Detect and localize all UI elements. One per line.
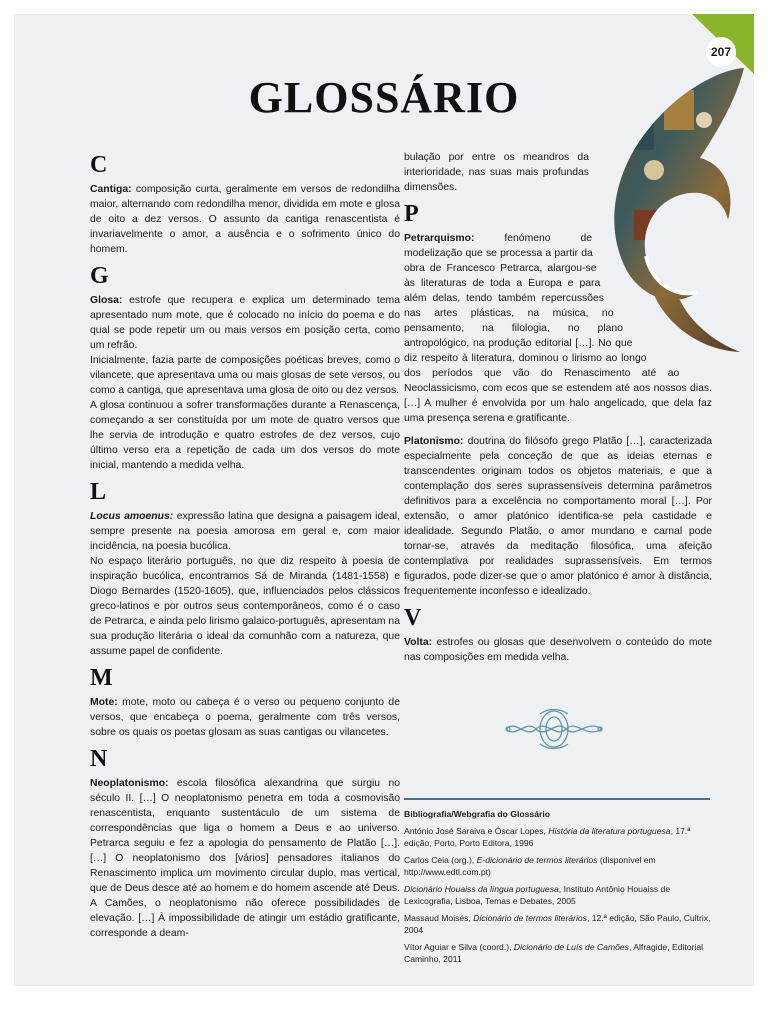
glossary-entry-volta [404,635,712,665]
section-letter-l: L [90,479,107,505]
glossary-entry-glosa [90,293,400,353]
glossary-entry-platonismo [404,434,712,599]
entry-definition: fenómeno de modelização que se processa a partir da obra de Francesco Petrarca, alargou-se às literaturas de toda a Europa e para além delas, tendo também repercussões nas artes plásticas, na música, no pensamento, na filologia, no plano antropológico, na produção editorial […]. No que diz respeito à literatura, dominou o lirismo ao longo dos períodos que vão do Renascimento até ao Neoclassicismo, com ecos que se estendem até aos nossos dias. […] A mulher é envolvida por um halo angelicado, que dela faz uma presença serena e gratificante. [404,233,712,424]
bib-work-title: Dicionário de Luís de Camões [513,941,629,952]
bib-author: António José Saraiva e Óscar Lopes, [404,825,549,836]
bib-work-title: Dicionário de termos literários [473,912,587,923]
glossary-entry-locus-amoenus [90,509,400,554]
entry-definition: estrofes ou glosas que desenvolvem o conteúdo do mote nas composições em medida velha. [404,637,712,663]
entry-continuation: bulação por entre os meandros da interioridade, nas suas mais profundas dimensões. [404,152,589,193]
glossary-page [14,14,754,986]
left-column [90,148,400,941]
entry-term: Glosa: [90,295,123,306]
entry-definition: estrofe que recupera e explica um determinado tema apresentado num mote, que é colocado no início do poema e do qual se pode repetir um ou mais versos em posição certa, como um refrão. [90,295,400,351]
bib-details: (disponível em http://www.edtl.com.pt) [404,854,656,877]
bib-author: Vítor Aguiar e Silva (coord.), [404,941,514,952]
bibliography-entry [404,854,712,879]
bib-work-title: Dicionário Houaiss da língua portuguesa [404,883,559,894]
section-letter-p: P [404,201,419,227]
bib-author: Carlos Ceia (org.), [404,854,477,865]
entry-definition: composição curta, geralmente em versos de redondilha maior, alternando com redondilha menor, dividida em mote e glosa de oito a dez versos. O assunto da cantiga renascentista é invariavelmente o amor, a ausência e o sofrimento único do homem. [90,184,400,255]
page-number: 207 [706,37,736,67]
section-letter-v: V [404,605,422,631]
bib-work-title: História da literatura portuguesa [548,825,671,836]
bibliography-entry [404,825,712,850]
bib-details: , 17.ª edição, Porto, Porto Editora, 1996 [404,825,691,848]
entry-term: Neoplatonismo: [90,778,169,789]
entry-definition: mote, moto ou cabeça é o verso ou pequeno conjunto de versos, que encabeça o poema, geralmente com três versos, sobre os quais os poetas glosam as suas cantigas ou vilancetes. [90,697,400,738]
bib-work-title: E-dicionário de termos literários [476,854,598,865]
bibliography [404,806,712,970]
bib-details: , Alfragide, Editorial Caminho, 2011 [404,941,704,964]
bib-details: , 12.ª edição, São Paulo, Cultrix, 2004 [404,912,711,935]
page-title: GLOSSÁRIO [248,73,520,122]
entry-term: Locus amoenus: [90,511,174,522]
entry-term: Cantiga: [90,184,132,195]
glossary-entry-petrarquismo [404,231,712,426]
entry-paragraph: No espaço literário português, no que diz respeito à poesia de inspiração bucólica, encontramos Sá de Miranda (1481-1558) e Diogo Bernardes (1520-1605), que, influenciados pelos clássicos greco-latinos e por outros seus contemporâneos, como é o caso de Petrarca, e ainda pelo lirismo galaico-português, apresentam na sua produção literária o ideal da comunhão com a natureza, que assume papel de confidente. [90,556,400,657]
section-letter-m: M [90,665,113,691]
bibliography-entry [404,941,712,966]
entry-definition: expressão latina que designa a paisagem ideal, sempre presente na poesia amorosa em geral e, com maior incidência, na poesia bucólica. [90,511,400,552]
glossary-entry-mote [90,695,400,740]
bibliography-entry [404,883,712,908]
right-column [404,148,712,665]
bib-author: Massaud Moisés, [404,912,474,923]
section-letter-g: G [90,263,109,289]
bibliography-title: Bibliografia/Webgrafia do Glossário [404,809,550,819]
bibliography-divider [404,798,710,800]
section-letter-n: N [90,746,108,772]
entry-paragraph: A glosa continuou a sofrer transformações durante a Renascença, começando a ser constituída por um mote de quatro versos que lhe servia de introdução e quatro estrofes de dez versos, cujo último verso era a repetição de cada um dos versos do mote inicial, mantendo a medida velha. [90,400,400,471]
entry-paragraph: Inicialmente, fazia parte de composições poéticas breves, como o vilancete, que apresentava uma ou mais glosas de sete versos, ou como a cantiga, que apresentava uma glosa de oito ou dez versos. [90,355,400,396]
entry-definition: escola filosófica alexandrina que surgiu no século II. […] O neoplatonismo penetra em toda a cosmovisão renascentista, enquanto sustentáculo de um sistema de correspondências que liga o homem a Deus e ao universo. Petrarca seguiu e fez a apologia do pensamento de Platão […]. […] O neoplatonismo dos [vários] pensadores italianos do Renascimento implica um movimento circular duplo, mas vertical, que de Deus desce até ao homem e do homem ascende até Deus. A Camões, o neoplatonismo não oferece possibilidades de elevação. […] À impossibilidade de atingir um estádio gratificante, corresponde a deam- [90,778,400,939]
decorative-flourish-icon [504,704,604,754]
entry-term: Petrarquismo: [404,233,475,244]
section-letter-c: C [90,152,108,178]
entry-definition: doutrina do filósofo grego Platão […], caracterizada especialmente pela conceção de que as ideias eternas e transcendentes originam todos os objetos materiais, e que a contemplação dos seres suprassensíveis determina parâmetros definitivos para a excelência no comportamento moral […]. Por extensão, o amor platónico identifica-se pela castidade e idealidade. Segundo Platão, o amor mundano e carnal pode tornar-se, através da meditação filosófica, uma afeição contemplativa por realidades suprassensíveis. Em termos figurados, pode dizer-se que o amor platónico é amor à distância, frequentemente inconfesso e idealizado. [404,436,712,597]
bibliography-entry [404,912,712,937]
glossary-entry-neoplatonismo [90,776,400,941]
bib-details: , Instituto Antônio Houaiss de Lexicografia, Lisboa, Temas e Debates, 2005 [404,883,671,906]
entry-term: Mote: [90,697,118,708]
entry-term: Volta: [404,637,433,648]
glossary-entry-cantiga [90,182,400,257]
entry-term: Platonismo: [404,436,464,447]
